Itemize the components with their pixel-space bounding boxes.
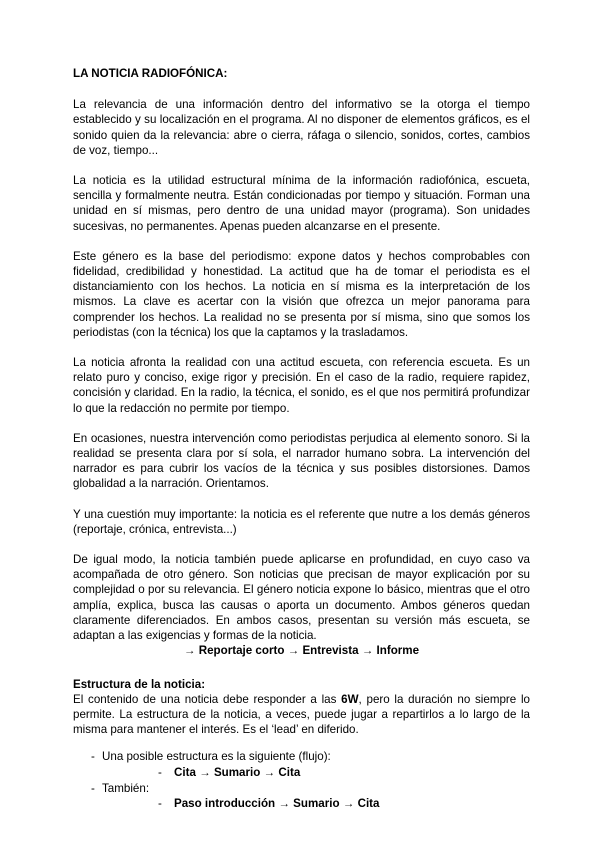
paragraph-relevance: La relevancia de una información dentro del informativo se la otorga el tiempo establecido y su localización en el programa. Al no disponer de elementos gráficos, es el sonido quien da la relevancia: abre o cierra, ráfaga o silencio, sonidos, cortes, cambios de voz, tiempo... bbox=[73, 98, 530, 157]
structure-intro-before: El contenido de una noticia debe responder a las bbox=[73, 692, 342, 706]
paragraph-genre-base: Este género es la base del periodismo: expone datos y hechos comprobables con fidelidad, credibilidad y honestidad. La actitud que ha de tomar el periodista es el distanciamiento con los hechos. La noticia en sí misma es la interpretación de los mismos. La clave es acertar con la visión que ofrezca un mejor panorama para comprender los hechos. La realidad no se presenta por sí misma, sino que somos los periodistas (con la técnica) los que la captamos y la trasladamos. bbox=[73, 249, 530, 339]
list-item bbox=[73, 781, 530, 811]
structure-intro bbox=[73, 692, 530, 738]
genre-flow: → Reportaje corto → Entrevista → Informe bbox=[183, 644, 420, 658]
document-title: LA NOTICIA RADIOFÓNICA: bbox=[73, 67, 228, 80]
list-item bbox=[73, 749, 530, 779]
list-item-label: - Una posible estructura es la siguiente (flujo): bbox=[102, 750, 331, 764]
paragraph-definition: La noticia es la utilidad estructural mínima de la información radiofónica, escueta, sencilla y formalmente neutra. Están condicionadas por tiempo y situación. Forman una unidad en sí mismas, pero dentro de una unidad mayor (programa). Son unidades sucesivas, no permanentes. Apenas pueden alcanzarse en el presente. bbox=[73, 174, 530, 233]
list-subitem: - Paso introducción → Sumario → Cita bbox=[102, 796, 530, 811]
structure-heading: Estructura de la noticia: bbox=[73, 677, 206, 691]
document-page bbox=[73, 66, 530, 812]
list-subitem: - Cita → Sumario → Cita bbox=[102, 765, 530, 780]
paragraph-reality: La noticia afronta la realidad con una actitud escueta, con referencia escueta. Es un relato puro y conciso, exige rigor y precisión. En el caso de la radio, requiere rapidez, concisión y claridad. En la radio, la técnica, el sonido, es el que nos permitirá profundizar lo que la redacción no permite por tiempo. bbox=[73, 356, 530, 415]
paragraph-depth: De igual modo, la noticia también puede aplicarse en profundidad, en cuyo caso va acompañada de otro género. Son noticias que precisan de mayor explicación por su complejidad o por su relevancia. El género noticia expone lo básico, mientras que el otro amplía, explica, busca las causas o aporta un documento. Ambos géneros quedan claramente diferenciados. En ambos casos, presentan su versión más escueta, se adaptan a las exigencias y formas de la noticia. bbox=[73, 553, 530, 643]
six-w: 6W bbox=[341, 692, 359, 706]
structure-intro-after: , pero la duración no siempre lo permite. La estructura de la noticia, a veces, puede jugar a repartirlos a lo largo de la misma para mantener el interés. Es el ‘lead’ en diferido. bbox=[73, 692, 530, 737]
structure-list bbox=[73, 749, 530, 811]
list-item-label: - También: bbox=[102, 781, 150, 795]
paragraph-intervention: En ocasiones, nuestra intervención como periodistas perjudica al elemento sonoro. Si la realidad se presenta clara por sí sola, el narrador humano sobra. La intervención del narrador es para cubrir los vacíos de la técnica y sus posibles distorsiones. Damos globalidad a la narración. Orientamos. bbox=[73, 431, 530, 491]
paragraph-referent: Y una cuestión muy importante: la noticia es el referente que nutre a los demás géneros (reportaje, crónica, entrevista...) bbox=[73, 507, 530, 536]
